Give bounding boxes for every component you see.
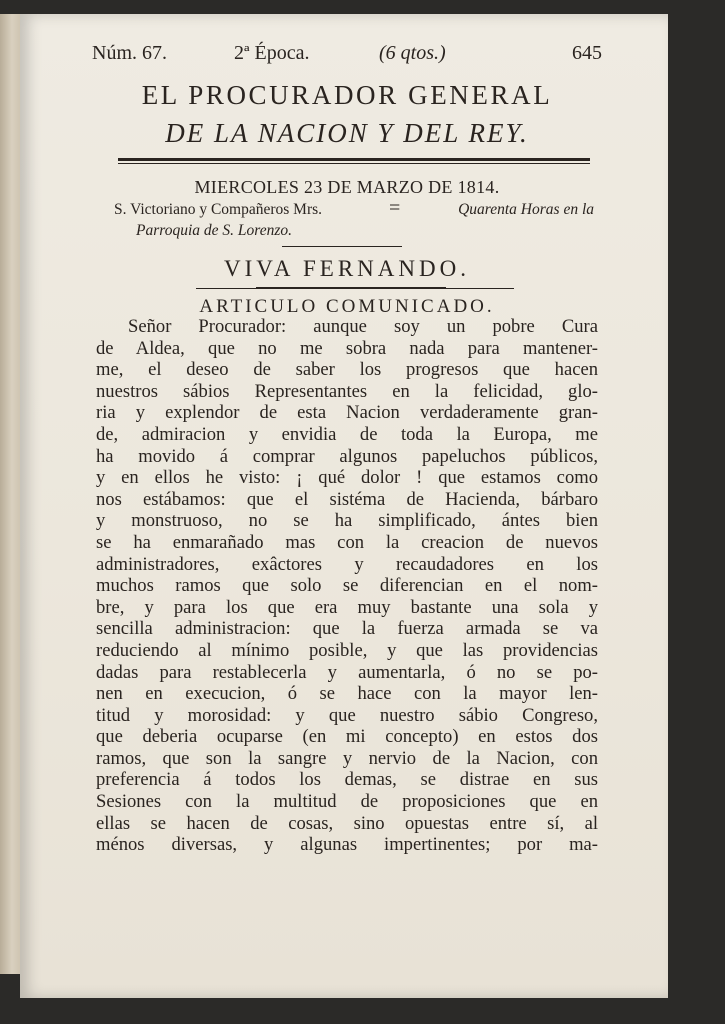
body-line: ria y explendor de esta Nacion verdaderamente gran- bbox=[96, 402, 598, 424]
body-line: ellas se hacen de cosas, sino opuestas entre sí, al bbox=[96, 812, 598, 834]
body-line: preferencia á todos los demas, se distrae en sus bbox=[96, 769, 598, 791]
masthead-rule bbox=[118, 158, 590, 164]
body-line: se ha enmarañado mas con la creacion de nuevos bbox=[96, 531, 598, 553]
body-line: dadas para restablecerla y aumentarla, ó no se po- bbox=[96, 661, 598, 683]
article-title: ARTICULO COMUNICADO. bbox=[199, 296, 495, 317]
issue-number: Núm. 67. bbox=[92, 42, 167, 64]
masthead-title: EL PROCURADOR GENERAL bbox=[141, 80, 553, 110]
saints-separator: = bbox=[389, 197, 401, 219]
masthead-subtitle: DE LA NACION Y DEL REY. bbox=[165, 118, 529, 148]
body-line: ha movido á comprar algunos papeluchos públicos, bbox=[96, 445, 598, 467]
body-line: me, el deseo de saber los progresos que hacen bbox=[96, 359, 598, 381]
body-line: nos estábamos: que el sistéma de Hacienda, bárbaro bbox=[96, 488, 598, 510]
forty-hours-parish: Parroquia de S. Lorenzo. bbox=[136, 222, 293, 239]
body-line: administradores, exâctores y recaudadores en los bbox=[96, 553, 598, 575]
body-line: muchos ramos que solo se diferencian en el nom- bbox=[96, 575, 598, 597]
heading-divider bbox=[196, 288, 514, 289]
article-body bbox=[96, 316, 598, 856]
date-line: MIERCOLES 23 DE MARZO DE 1814. bbox=[194, 177, 500, 197]
body-line: Sesiones con la multitud de proposiciones que en bbox=[96, 791, 598, 813]
body-line: y monstruoso, no se ha simplificado, ántes bien bbox=[96, 510, 598, 532]
body-line: ménos diversas, y algunas impertinentes; por ma- bbox=[96, 834, 598, 856]
forty-hours-notice: Quarenta Horas en la bbox=[458, 201, 594, 218]
saints-line bbox=[114, 197, 594, 223]
newspaper-page bbox=[20, 14, 668, 998]
short-divider bbox=[282, 246, 402, 247]
body-line: nen en execucion, ó se hace con la mayor len- bbox=[96, 683, 598, 705]
body-line: que deberia ocuparse (en mi concepto) en estos dos bbox=[96, 726, 598, 748]
body-line: Señor Procurador: aunque soy un pobre Cura bbox=[128, 316, 598, 337]
body-line: nuestros sábios Representantes en la felicidad, glo- bbox=[96, 380, 598, 402]
issue-quarters: (6 qtos.) bbox=[379, 42, 446, 64]
book-spine-edge bbox=[0, 14, 21, 974]
body-line: sencilla administracion: que la fuerza armada se va bbox=[96, 618, 598, 640]
issue-epoch: 2ª Época. bbox=[234, 42, 310, 64]
body-line: reduciendo al mínimo posible, y que las providencias bbox=[96, 639, 598, 661]
body-line: y en ellos he visto: ¡ qué dolor ! que estamos como bbox=[96, 467, 598, 489]
body-line: bre, y para los que era muy bastante una sola y bbox=[96, 596, 598, 618]
body-line: de Aldea, que no me sobra nada para mantener- bbox=[96, 337, 598, 359]
body-line: de, admiracion y envidia de toda la Europa, me bbox=[96, 423, 598, 445]
body-line: ramos, que son la sangre y nervio de la Nacion, con bbox=[96, 747, 598, 769]
issue-header bbox=[92, 42, 602, 66]
page-number: 645 bbox=[572, 42, 602, 64]
body-line: titud y morosidad: y que nuestro sábio Congreso, bbox=[96, 704, 598, 726]
section-heading: VIVA FERNANDO. bbox=[224, 256, 470, 281]
saints-of-day: S. Victoriano y Compañeros Mrs. bbox=[114, 201, 323, 218]
